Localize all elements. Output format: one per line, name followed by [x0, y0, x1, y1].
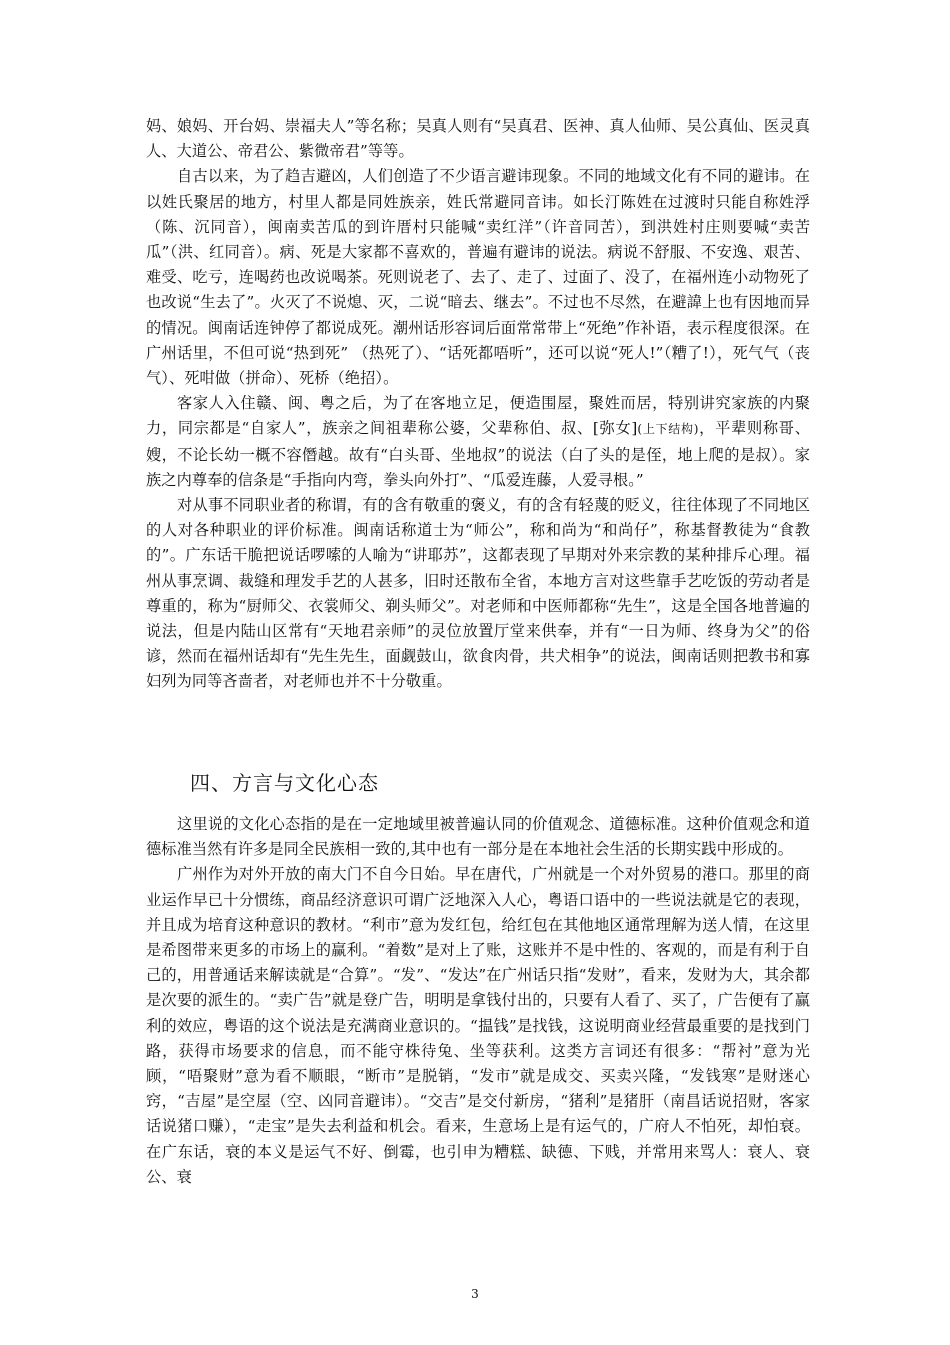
character-structure-note: (上下结构): [637, 422, 699, 437]
paragraph-text: 客家人入住赣、闽、粤之后，为了在客地立足，便造围屋，聚姓而居，特别讲究家族的内聚力，同宗都是“自家人”，族亲之间祖辈称公婆，父辈称伯、叔、[弥女]: [146, 394, 810, 438]
body-text-lower: [146, 812, 810, 1190]
paragraph-text: ，平辈则称哥、嫂，不论长幼一概不容僭越。故有“白头哥、坐地叔”的说法（白了头的是侄，地上爬的是叔）。家族之内尊奉的信条是“手指向内弯，拳头向外打”、“瓜爱连藤，人爱寻根。”: [146, 419, 810, 489]
paragraph: [146, 391, 810, 493]
page-number: 3: [471, 1287, 479, 1301]
paragraph: 妈、娘妈、开台妈、崇福夫人”等名称；吴真人则有“吴真君、医神、真人仙师、吴公真仙、医灵真人、大道公、帝君公、紫微帝君”等等。: [146, 117, 810, 161]
paragraph: 广州作为对外开放的南大门不自今日始。早在唐代，广州就是一个对外贸易的港口。那里的商业运作早已十分惯练，商品经济意识可谓广泛地深入人心，粤语口语中的一些说法就是它的表现，并且成为培育这种意识的教材。“利市”意为发红包，给红包在其他地区通常理解为送人情，在这里是希图带来更多的市场上的赢利。“着数”是对上了账，这账并不是中性的、客观的，而是有利于自己的，用普通话来解读就是“合算”。“发”、“发达”在广州话只指“发财”，看来，发财为大，其余都是次要的派生的。“卖广告”就是登广告，明明是拿钱付出的，只要有人看了、买了，广告便有了赢利的效应，粤语的这个说法是充满商业意识的。“揾钱”是找钱，这说明商业经营最重要的是找到门路，获得市场要求的信息，而不能守株待兔、坐等获利。这类方言词还有很多：“帮衬”意为光顾，“唔聚财”意为看不顺眼，“断市”是脱销，“发市”就是成交、买卖兴隆，“发钱寒”是财迷心窍，“吉屋”是空屋（空、凶同音避讳）。“交吉”是交付新房，“猪利”是猪肝（南昌话说招财，客家话说猪口赚），“走宝”是失去利益和机会。看来，生意场上是有运气的，广府人不怕死，却怕衰。在广东话，衰的本义是运气不好、倒霉，也引申为糟糕、缺德、下贱，并常用来骂人：衰人、衰公、衰: [146, 865, 810, 1186]
body-text-upper: [146, 114, 810, 695]
section-heading: 四、方言与文化心态: [190, 771, 379, 795]
paragraph: 这里说的文化心态指的是在一定地域里被普遍认同的价值观念、道德标准。这种价值观念和道德标准当然有许多是同全民族相一致的,其中也有一部分是在本地社会生活的长期实践中形成的。: [146, 815, 810, 859]
paragraph: 对从事不同职业者的称谓，有的含有敬重的褒义，有的含有轻蔑的贬义，往往体现了不同地区的人对各种职业的评价标准。闽南话称道士为“师公”，称和尚为“和尚仔”，称基督教徒为“食教的”。广东话干脆把说话啰嗦的人喻为“讲耶苏”，这都表现了早期对外来宗教的某种排斥心理。福州从事烹调、裁缝和理发手艺的人甚多，旧时还散布全省，本地方言对这些靠手艺吃饭的劳动者是尊重的，称为“厨师父、衣裳师父、剃头师父”。对老师和中医师都称“先生”，这是全国各地普遍的说法，但是内陆山区常有“天地君亲师”的灵位放置厅堂来供奉，并有“一日为师、终身为父”的俗谚，然而在福州话却有“先生先生，面觑鼓山，欲食肉骨，共犬相争”的说法，闽南话则把教书和寡妇列为同等吝啬者，对老师也并不十分敬重。: [146, 496, 810, 691]
paragraph: 自古以来，为了趋吉避凶，人们创造了不少语言避讳现象。不同的地域文化有不同的避讳。在以姓氏聚居的地方，村里人都是同姓族亲，姓氏常避同音讳。如长汀陈姓在过渡时只能自称姓浮（陈、沉同音），闽南卖苦瓜的到许厝村只能喊“卖红洋”（许音同苦），到洪姓村庄则要喊“卖苦瓜”（洪、红同音）。病、死是大家都不喜欢的，普遍有避讳的说法。病说不舒服、不安逸、艰苦、难受、吃亏，连喝药也改说喝茶。死则说老了、去了、走了、过面了、没了，在福州连小动物死了也改说“生去了”。火灭了不说熄、灭，二说“暗去、继去”。不过也不尽然，在避諱上也有因地而异的情况。闽南话连钟停了都说成死。潮州话形容词后面常常带上“死绝”作补语，表示程度很深。在广州话里，不但可说“热到死” （热死了）、“话死都唔听”，还可以说“死人!”（糟了!），死气气（丧气）、死咁做（拼命）、死桥（绝招）。: [146, 167, 810, 388]
